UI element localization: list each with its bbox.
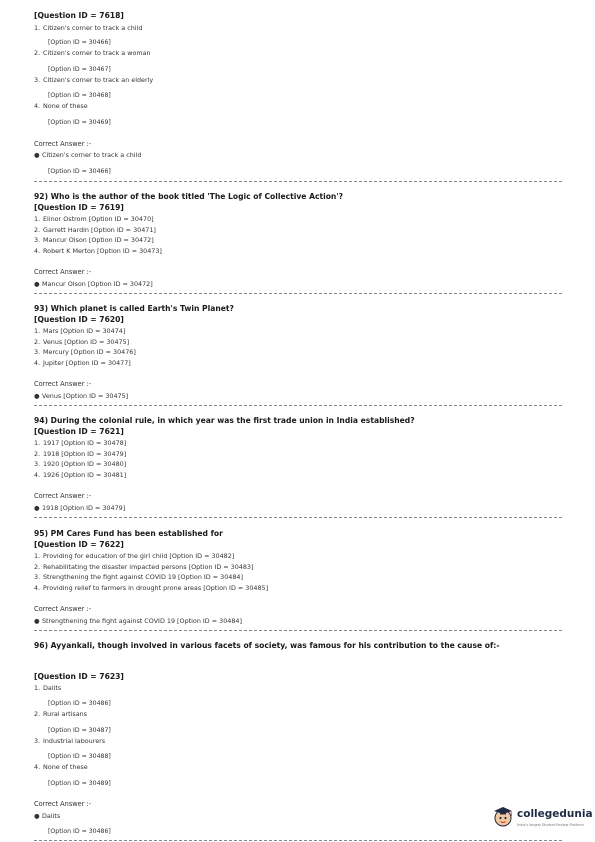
option-4: 4. None of these [34,102,88,110]
option-2: 2. Rural artisans [34,710,88,718]
option-3-id: [Option ID = 30468] [48,92,111,99]
divider [34,630,562,631]
question-id-7621: [Question ID = 7621] [34,427,124,436]
option-1: 1. 1917 [Option ID = 30478] [34,439,127,447]
graduate-mascot-icon [492,804,514,828]
option-1: 1. Citizen's corner to track a child [34,24,143,32]
question-95: 95) PM Cares Fund has been established for [34,529,223,538]
option-3: 3. Citizen's corner to track an elderly [34,76,154,84]
option-3-id: [Option ID = 30488] [48,753,111,760]
option-1: 1. Elinor Ostrom [Option ID = 30470] [34,215,154,223]
correct-answer: ● 1918 [Option ID = 30479] [34,504,126,512]
option-2: 2. Garrett Hardin [Option ID = 30471] [34,226,156,234]
option-3: 3. Mercury [Option ID = 30476] [34,348,136,356]
correct-answer: ● Mancur Olson [Option ID = 30472] [34,280,153,288]
correct-answer-id: [Option ID = 30466] [48,168,111,175]
option-4: 4. None of these [34,763,88,771]
option-4: 4. Robert K Merton [Option ID = 30473] [34,247,162,255]
option-2: 2. 1918 [Option ID = 30479] [34,450,127,458]
correct-answer: ● Venus [Option ID = 30475] [34,392,129,400]
option-2-id: [Option ID = 30467] [48,66,111,73]
collegedunia-logo[interactable] [492,803,593,835]
correct-answer-label: Correct Answer :- [34,800,92,808]
logo-wordmark: collegedunia [517,808,593,820]
divider [34,181,562,182]
correct-answer-label: Correct Answer :- [34,492,92,500]
option-4-id: [Option ID = 30489] [48,780,111,787]
option-3: 3. 1920 [Option ID = 30480] [34,460,127,468]
option-3: 3. Mancur Olson [Option ID = 30472] [34,236,154,244]
question-paper-page [34,0,562,842]
divider [34,517,562,518]
divider [34,293,562,294]
correct-answer-id: [Option ID = 30486] [48,828,111,835]
option-1-id: [Option ID = 30466] [48,39,111,46]
question-92: 92) Who is the author of the book titled 'The Logic of Collective Action'? [34,192,344,201]
question-94: 94) During the colonial rule, in which year was the first trade union in India established? [34,416,415,425]
option-2-id: [Option ID = 30487] [48,727,111,734]
option-1-id: [Option ID = 30486] [48,700,111,707]
correct-answer-label: Correct Answer :- [34,380,92,388]
option-1: 1. Dalits [34,684,62,692]
correct-answer: ● Dalits [34,812,61,820]
question-93: 93) Which planet is called Earth's Twin Planet? [34,304,234,313]
question-id-7623: [Question ID = 7623] [34,672,124,681]
question-id-7620: [Question ID = 7620] [34,315,124,324]
question-id-7618: [Question ID = 7618] [34,11,124,20]
option-3: 3. Strengthening the fight against COVID 19 [Option ID = 30484] [34,573,243,581]
option-4-id: [Option ID = 30469] [48,119,111,126]
option-4: 4. Providing relief to farmers in drought prone areas [Option ID = 30485] [34,584,269,592]
correct-answer: ● Citizen's corner to track a child [34,151,142,159]
option-3: 3. Industrial labourers [34,737,106,745]
divider [34,840,562,841]
correct-answer-label: Correct Answer :- [34,140,92,148]
correct-answer: ● Strengthening the fight against COVID 19 [Option ID = 30484] [34,617,242,625]
correct-answer-label: Correct Answer :- [34,268,92,276]
logo-tagline: India's largest Student Review Platform [517,823,584,827]
option-4: 4. 1926 [Option ID = 30481] [34,471,127,479]
divider [34,405,562,406]
correct-answer-label: Correct Answer :- [34,605,92,613]
option-2: 2. Citizen's corner to track a woman [34,49,151,57]
question-id-7619: [Question ID = 7619] [34,203,124,212]
question-96: 96) Ayyankali, though involved in various facets of society, was famous for his contribution to the cause of:- [34,641,500,650]
option-4: 4. Jupiter [Option ID = 30477] [34,359,131,367]
option-1: 1. Mars [Option ID = 30474] [34,327,126,335]
option-2: 2. Venus [Option ID = 30475] [34,338,130,346]
option-1: 1. Providing for education of the girl child [Option ID = 30482] [34,552,235,560]
option-2: 2. Rehabilitating the disaster impacted persons [Option ID = 30483] [34,563,254,571]
question-id-7622: [Question ID = 7622] [34,540,124,549]
